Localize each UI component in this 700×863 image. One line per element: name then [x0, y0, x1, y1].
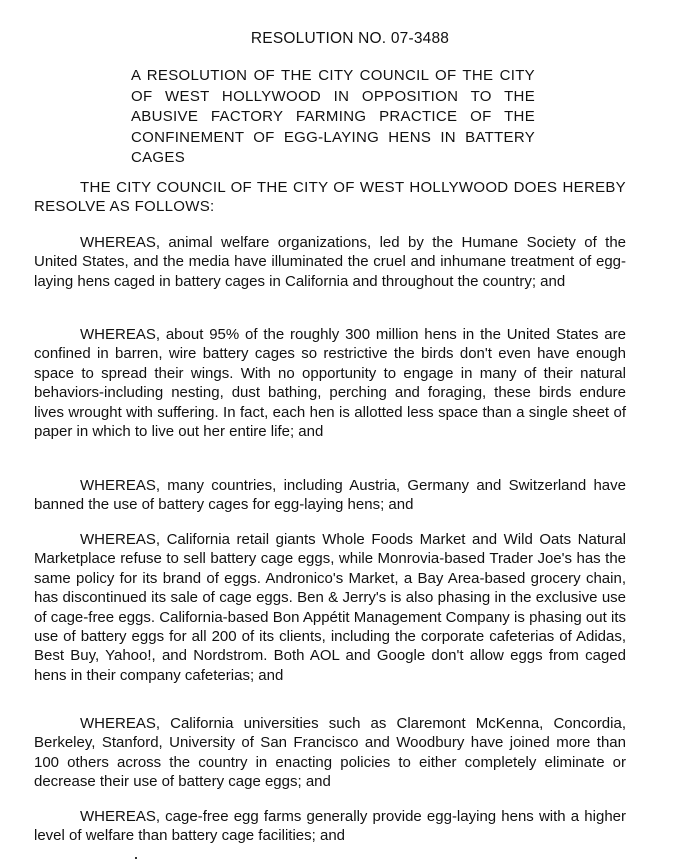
whereas-clause-6 [34, 807, 626, 846]
whereas-clause-4 [34, 530, 626, 685]
resolution-number: RESOLUTION NO. 07-3488 [250, 30, 450, 47]
resolution-title: A RESOLUTION OF THE CITY COUNCIL OF THE CITY OF WEST HOLLYWOOD IN OPPOSITION TO THE ABUSIVE FACTORY FARMING PRACTICE OF THE CONFINEMENT OF EGG-LAYING HENS IN BATTERY CAGES [131, 67, 535, 167]
whereas-text: WHEREAS, many countries, including Austria, Germany and Switzerland have banned the use of battery cages for egg-laying hens; and [34, 477, 626, 514]
whereas-clause-5 [34, 714, 626, 792]
intro-paragraph [34, 178, 626, 217]
intro-text: THE CITY COUNCIL OF THE CITY OF WEST HOLLYWOOD DOES HEREBY RESOLVE AS FOLLOWS: [34, 179, 626, 216]
whereas-clause-1 [34, 233, 626, 291]
whereas-clause-2 [34, 325, 626, 441]
whereas-text: WHEREAS, cage-free egg farms generally provide egg-laying hens with a higher level of welfare than battery cage facilities; and [34, 808, 626, 845]
whereas-clause-3 [34, 476, 626, 515]
whereas-text: WHEREAS, California retail giants Whole Foods Market and Wild Oats Natural Marketplace refuse to sell battery cage eggs, while Monrovia-based Trader Joe's has the same policy for its brand of eggs. Andronico's Market, a Bay Area-based grocery chain, has discontinued its sale of cage eggs. Ben & Jerry's is also phasing in the exclusive use of cage-free eggs. California-based Bon Appétit Management Company is phasing out its use of battery eggs for all 200 of its clients, including the corporate cafeterias of Adidas, Best Buy, Yahoo!, and Nordstrom. Both AOL and Google don't allow eggs from caged hens in their company cafeterias; and [34, 531, 626, 684]
scan-mark [135, 857, 137, 859]
whereas-text: WHEREAS, California universities such as Claremont McKenna, Concordia, Berkeley, Stanford, University of San Francisco and Woodbury have joined more than 100 others across the country in enacting policies to either completely eliminate or decrease their use of battery cage eggs; and [34, 715, 626, 791]
whereas-text: WHEREAS, animal welfare organizations, led by the Humane Society of the United States, and the media have illuminated the cruel and inhumane treatment of egg-laying hens caged in battery cages in California and throughout the country; and [34, 234, 626, 290]
whereas-text: WHEREAS, about 95% of the roughly 300 million hens in the United States are confined in barren, wire battery cages so restrictive the birds don't even have enough space to spread their wings. With no opportunity to engage in many of their natural behaviors-including nesting, dust bathing, perching and foraging, these birds endure lives wrought with suffering. In fact, each hen is allotted less space than a single sheet of paper in which to live out her entire life; and [34, 326, 626, 441]
